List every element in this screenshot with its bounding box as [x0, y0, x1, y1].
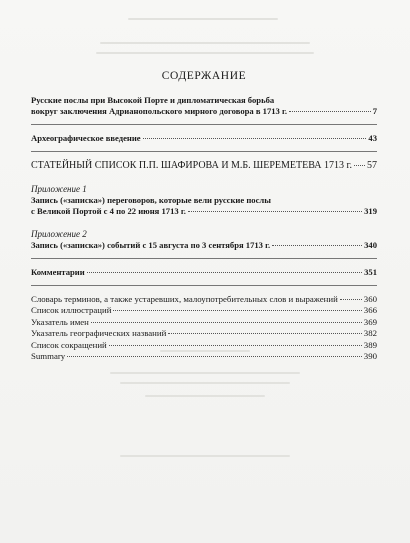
toc-entry — [31, 305, 377, 316]
dot-leader — [87, 272, 362, 273]
dot-leader — [289, 111, 371, 112]
toc-entry — [31, 317, 377, 328]
toc-entry-archeographic — [31, 133, 377, 144]
toc-title: СОДЕРЖАНИЕ — [161, 70, 247, 82]
toc-entry-text: Список иллюстраций — [31, 305, 112, 316]
toc-page-number: 351 — [364, 267, 377, 277]
dot-leader — [67, 356, 362, 357]
divider — [31, 258, 377, 259]
toc-entry-text: Указатель географических названий — [31, 328, 167, 339]
dot-leader — [168, 333, 361, 334]
toc-entry-appendix-1 — [31, 184, 377, 217]
toc-page-number: 366 — [363, 305, 377, 316]
toc-entry-text: Summary — [31, 351, 66, 362]
toc-entry-text: Археографическое введение — [31, 133, 141, 143]
appendix-label: Приложение 2 — [31, 229, 87, 239]
toc-entry — [31, 328, 377, 339]
appendix-label: Приложение 1 — [31, 184, 87, 194]
toc-entry-line — [31, 106, 377, 117]
toc-page-number: 360 — [363, 294, 377, 304]
toc-entry-text: с Великой Портой с 4 по 22 июня 1713 г. — [31, 206, 186, 216]
toc-entry-text: Указатель имен — [31, 316, 89, 327]
dot-leader — [272, 245, 362, 246]
dot-leader — [340, 299, 362, 300]
dot-leader — [109, 345, 362, 346]
toc-entry-line — [31, 240, 377, 251]
toc-entry-appendix-2 — [31, 229, 377, 251]
toc-entry-text: Словарь терминов, а также устаревших, малоупотребительных слов и выражений — [31, 294, 338, 304]
toc-entry — [31, 294, 377, 305]
toc-entry-line: Запись («записка») переговоров, которые вели русские послы — [31, 195, 271, 205]
toc-page-number: 319 — [364, 206, 377, 216]
divider — [31, 124, 377, 125]
toc-entry-main-document — [31, 160, 377, 172]
toc-regular-list — [31, 294, 377, 362]
dot-leader — [354, 165, 365, 166]
toc-page-number: 389 — [363, 339, 377, 350]
dot-leader — [113, 310, 361, 311]
toc-entry-text: СТАТЕЙНЫЙ СПИСОК П.П. ШАФИРОВА И М.Б. ШЕРЕМЕТЕВА 1713 г. — [31, 160, 352, 171]
toc-entry-text: Список сокращений — [31, 339, 107, 350]
toc-entry — [31, 351, 377, 362]
toc-entry-text: вокруг заключения Адрианопольского мирного договора в 1713 г. — [31, 106, 288, 116]
toc-entry-comments — [31, 267, 377, 278]
toc-entry-introduction — [31, 95, 377, 117]
divider — [31, 285, 377, 286]
toc-page-number: 340 — [364, 240, 377, 250]
divider — [31, 151, 377, 152]
table-of-contents — [31, 70, 377, 362]
toc-entry-text: Комментарии — [31, 267, 85, 277]
toc-entry-line: Русские послы при Высокой Порте и дипломатическая борьба — [31, 95, 275, 105]
toc-page-number: 382 — [363, 328, 377, 339]
toc-entry-line — [31, 206, 377, 217]
toc-page-number: 43 — [368, 133, 377, 143]
dot-leader — [188, 211, 362, 212]
toc-page-number: 7 — [372, 106, 377, 116]
toc-page-number: 369 — [363, 316, 377, 327]
dot-leader — [91, 322, 362, 323]
toc-entry — [31, 340, 377, 351]
dot-leader — [143, 138, 367, 139]
toc-entry-text: Запись («записка») событий с 15 августа по 3 сентября 1713 г. — [31, 240, 271, 250]
toc-page-number: 390 — [363, 351, 377, 362]
toc-page-number: 57 — [367, 160, 377, 171]
